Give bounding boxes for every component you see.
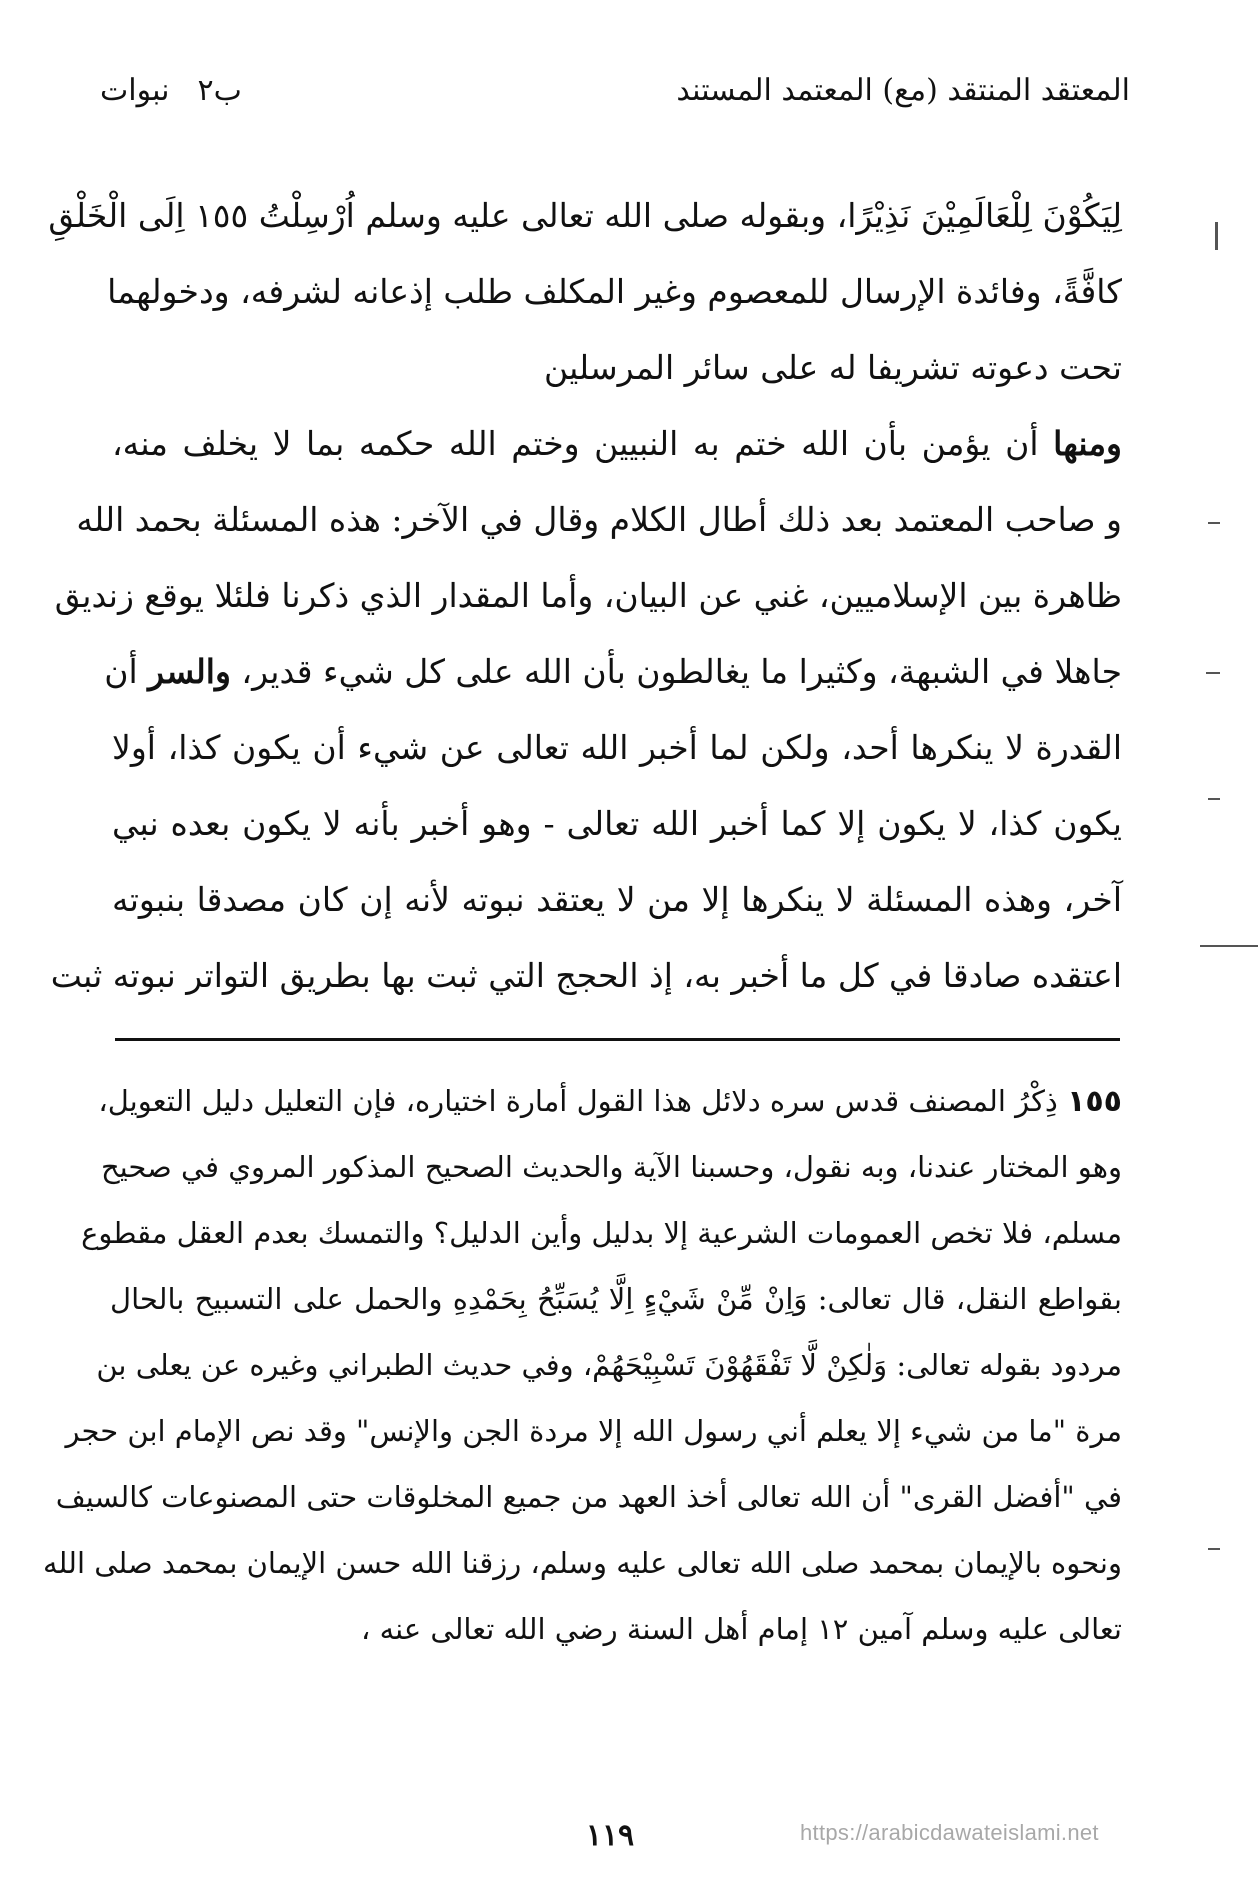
margin-mark	[1206, 672, 1220, 674]
body-line-segment: أن	[104, 652, 138, 691]
margin-mark	[1208, 522, 1220, 524]
body-line	[104, 634, 1122, 710]
body-line: تحت دعوته تشريفا له على سائر المرسلين	[543, 348, 1122, 387]
footnote-number: ١٥٥	[1067, 1084, 1122, 1119]
paragraph-lead-text: أن يؤمن بأن الله ختم به النبيين وختم الله حكمه بما لا يخلف منه،	[112, 424, 1039, 463]
body-line: و صاحب المعتمد بعد ذلك أطال الكلام وقال في الآخر: هذه المسئلة بحمد الله	[76, 500, 1122, 539]
page-number: ١١٩	[585, 1818, 635, 1853]
margin-mark	[1200, 945, 1258, 947]
margin-mark	[1208, 1548, 1220, 1550]
paragraph-lead-word: ومنها	[1053, 424, 1122, 463]
book-title: المعتقد المنتقد (مع) المعتمد المستند	[676, 72, 1130, 108]
body-line: لِيَكُوْنَ لِلْعَالَمِيْنَ نَذِيْرًا، وبقوله صلى الله تعالى عليه وسلم اُرْسِلْتُ ١٥٥ اِلَى الْخَلْقِ	[48, 196, 1122, 235]
footnote-line: مرة "ما من شيء إلا يعلم أني رسول الله إلا مردة الجن والإنس" وقد نص الإمام ابن حجر	[65, 1414, 1122, 1448]
section-code: ب٢	[197, 72, 242, 108]
body-line: القدرة لا ينكرها أحد، ولكن لما أخبر الله تعالى عن شيء أن يكون كذا، أولا	[112, 728, 1122, 767]
main-text	[48, 178, 1122, 1014]
body-line: اعتقده صادقا في كل ما أخبر به، إذ الحجج التي ثبت بها بطريق التواتر نبوته ثبت	[50, 956, 1122, 995]
body-line: آخر، وهذه المسئلة لا ينكرها إلا من لا يعتقد نبوته لأنه إن كان مصدقا بنبوته	[112, 880, 1122, 919]
footnote-line: مسلم، فلا تخص العمومات الشرعية إلا بدليل وأين الدليل؟ والتمسك بعدم العقل مقطوع	[81, 1216, 1122, 1250]
emphasized-word: والسر	[148, 652, 231, 691]
margin-mark	[1208, 798, 1220, 800]
footnote	[42, 1068, 1122, 1662]
footnote-line: بقواطع النقل، قال تعالى: وَاِنْ مِّنْ شَيْءٍ اِلَّا يُسَبِّحُ بِحَمْدِهِ والحمل على التسبيح بالحال	[110, 1282, 1122, 1316]
chapter-name: نبوات	[100, 72, 170, 108]
body-line: ظاهرة بين الإسلاميين، غني عن البيان، وأما المقدار الذي ذكرنا فلئلا يوقع زنديق	[54, 576, 1122, 615]
paragraph-start-line	[112, 406, 1122, 482]
margin-mark	[1215, 222, 1218, 250]
footnote-line: وهو المختار عندنا، وبه نقول، وحسبنا الآية والحديث الصحيح المذكور المروي في صحيح	[100, 1150, 1122, 1184]
body-line: يكون كذا، لا يكون إلا كما أخبر الله تعالى - وهو أخبر بأنه لا يكون بعده نبي	[112, 804, 1122, 843]
body-line-segment: جاهلا في الشبهة، وكثيرا ما يغالطون بأن الله على كل شيء قدير،	[241, 652, 1122, 691]
section-label	[100, 73, 242, 108]
footnote-line: تعالى عليه وسلم آمين ١٢ إمام أهل السنة رضي الله تعالى عنه ،	[361, 1612, 1122, 1646]
footnote-line: مردود بقوله تعالى: وَلٰكِنْ لَّا تَفْقَهُوْنَ تَسْبِيْحَهُمْ، وفي حديث الطبراني وغيره عن يعلى بن	[96, 1348, 1122, 1382]
footnote-first-line	[98, 1068, 1122, 1134]
footnote-line: في "أفضل القرى" أن الله تعالى أخذ العهد من جميع المخلوقات حتى المصنوعات كالسيف	[55, 1480, 1122, 1514]
watermark-url: https://arabicdawateislami.net	[800, 1820, 1099, 1845]
footnote-line: ونحوه بالإيمان بمحمد صلى الله تعالى عليه وسلم، رزقنا الله حسن الإيمان بمحمد صلى الله	[42, 1546, 1122, 1580]
footnote-text: ذِكْرُ المصنف قدس سره دلائل هذا القول أمارة اختياره، فإن التعليل دليل التعويل،	[98, 1084, 1058, 1118]
running-header	[100, 60, 1130, 120]
footnote-divider	[115, 1038, 1120, 1041]
body-line: كافَّةً، وفائدة الإرسال للمعصوم وغير المكلف طلب إذعانه لشرفه، ودخولهما	[107, 272, 1122, 311]
